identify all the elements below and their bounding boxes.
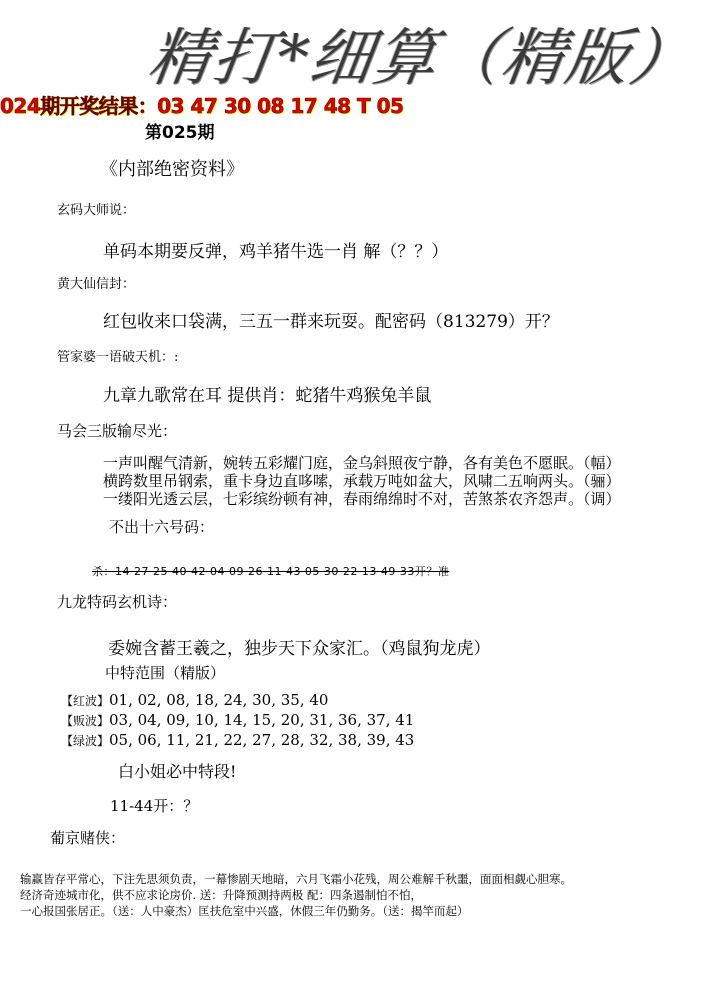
range-label: 中特范围（精版）	[105, 664, 226, 682]
wave-row-green	[61, 730, 414, 749]
wave-numbers: 05, 06, 11, 21, 22, 27, 28, 32, 38, 39, 43	[109, 731, 415, 749]
poem-line-3: 一缕阳光透云层，七彩缤纷顿有神，春雨绵绵时不对，苦煞茶农齐怨声。（调）	[103, 490, 621, 508]
section-text-guanjiapo: 九章九歌常在耳 提供肖：蛇猪牛鸡猴兔羊鼠	[103, 386, 432, 406]
poem-line-2: 横跨数里吊钢索，重卡身边直哆嗦，承载万吨如盆大，风啸二五响两头。（骊）	[103, 472, 621, 490]
poem-line-1: 一声叫醒气清新，婉转五彩耀门庭，金乌斜照夜宁静，各有美色不愿眠。（幅）	[103, 454, 621, 472]
wave-tag: 【红波】	[61, 694, 110, 708]
doc-title: 《内部绝密资料》	[100, 159, 244, 180]
section-text-huangdaxian: 红包收来口袋满，三五一群来玩耍。配密码（813279）开？	[103, 312, 559, 332]
section-label-xuanma: 玄码大师说：	[57, 203, 136, 218]
wave-row-blue	[61, 710, 414, 729]
section-label-huangdaxian: 黄大仙信封：	[57, 277, 136, 292]
section-label-pujing: 葡京赌侠：	[50, 829, 126, 847]
section-text-jiulong: 委婉含蓄王羲之，独步天下众家汇。（鸡鼠狗龙虎）	[108, 639, 491, 659]
footer-line-3: 一心报国张居正。（送：人中豪杰）匡扶危室中兴盛，休假三年仍勤务。（送：揭竿而起）	[20, 904, 469, 918]
section-label-mahui: 马会三版输尽光：	[57, 422, 178, 440]
range-open-text: 11-44开：？	[110, 797, 199, 815]
section-text-xuanma: 单码本期要反弹，鸡羊猪牛选一肖 解（？？）	[103, 242, 449, 262]
wave-tag: 【绿波】	[61, 734, 110, 748]
kill-numbers-line: 杀：14 27 25 40 42 04 09 26 11 43 05 30 22 13 49 33开？准	[92, 565, 450, 578]
wave-tag: 【贩波】	[61, 714, 110, 728]
banner-title: 精打*细算（精版）	[144, 21, 700, 94]
wave-row-red	[61, 690, 328, 709]
not-sixteen-label: 不出十六号码：	[109, 518, 215, 536]
section-label-jiulong: 九龙特码玄机诗：	[57, 593, 178, 611]
white-lady-text: 白小姐必中特段!	[118, 762, 237, 781]
result-line: 024期开奖结果：03 47 30 08 17 48 T 05	[0, 94, 404, 118]
wave-numbers: 01, 02, 08, 18, 24, 30, 35, 40	[109, 691, 329, 709]
footer-line-1: 输赢皆存平常心，下注先思须负责，一幕惨剧天地暗，六月飞霜小花残，周公难解千秋噩，面面相觑心胆寒。	[20, 872, 572, 886]
issue-number: 第025期	[145, 123, 215, 143]
footer-line-2: 经济奇迹城市化，供不应求论房价. 送：升降预测持两极 配：四条遏制怕不怕，	[20, 888, 422, 902]
wave-numbers: 03, 04, 09, 10, 14, 15, 20, 31, 36, 37, 41	[109, 711, 415, 729]
section-label-guanjiapo: 管家婆一语破天机：:	[57, 350, 179, 365]
